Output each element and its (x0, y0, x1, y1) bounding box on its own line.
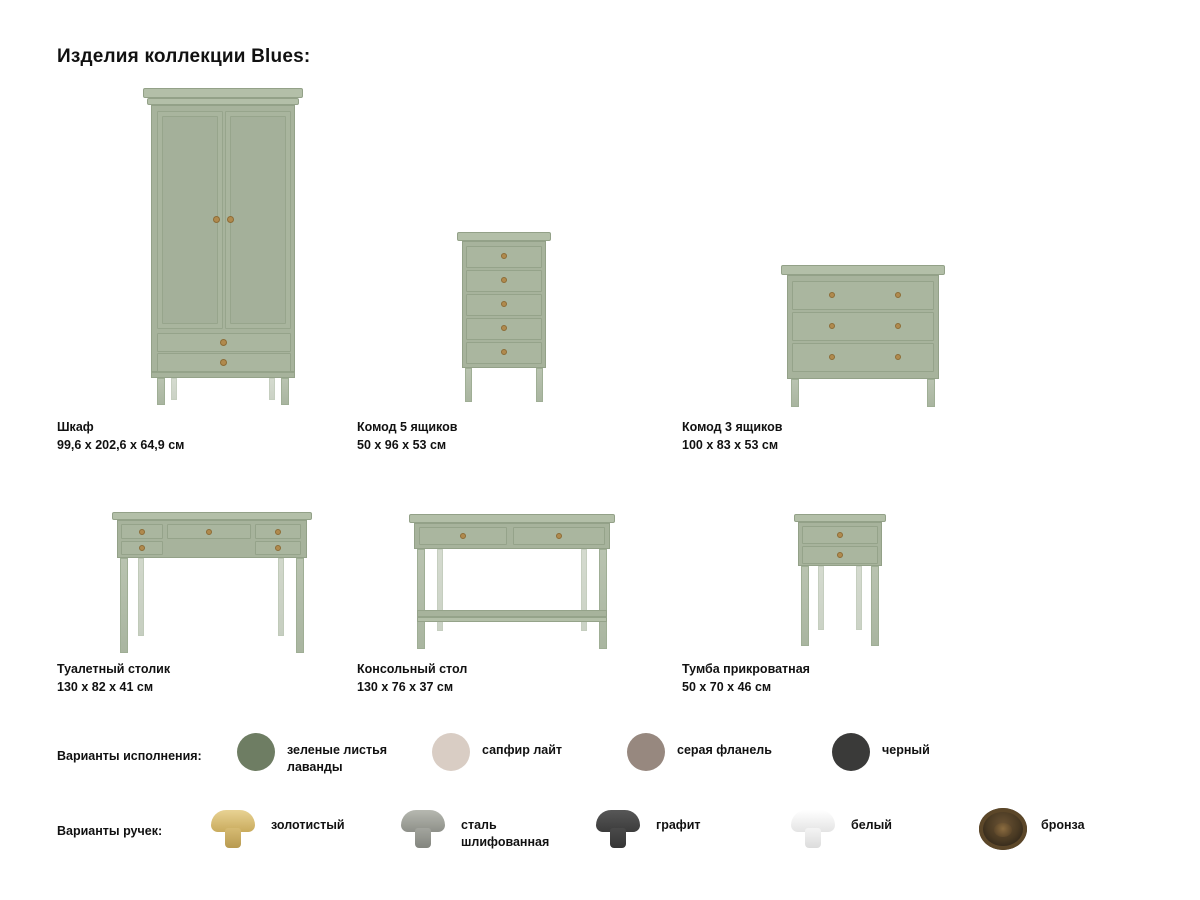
finish-option[interactable] (832, 733, 1012, 776)
finish-swatch-grey-flannel (627, 733, 665, 771)
product-name: Шкаф (57, 420, 94, 434)
handle-option[interactable] (977, 808, 1147, 852)
handle-options-label: Варианты ручек: (57, 824, 163, 838)
handle-option-label: бронза (1041, 818, 1085, 832)
handle-option-label: сталь шлифованная (461, 818, 550, 849)
handle-knob-brushed-steel-icon (397, 808, 449, 852)
finish-options-row (57, 733, 1147, 776)
finish-option-label: сапфир лайт (482, 743, 563, 757)
product-card-dressing-table (57, 482, 357, 694)
finish-option-label: черный (882, 743, 930, 757)
product-row-1 (57, 80, 1147, 452)
handle-knob-graphite-icon (592, 808, 644, 852)
handle-option-label: белый (851, 818, 892, 832)
product-card-nightstand (682, 482, 1012, 694)
product-dimensions: 130 x 82 x 41 см (57, 680, 154, 694)
product-dimensions: 50 x 70 x 46 см (682, 680, 772, 694)
product-name: Комод 5 ящиков (357, 420, 458, 434)
finish-options-list (237, 733, 1147, 776)
chest-5-illustration (357, 80, 682, 420)
nightstand-illustration (682, 482, 1012, 662)
handle-option[interactable] (787, 808, 977, 852)
handle-option-label: золотистый (271, 818, 345, 832)
finish-option[interactable] (237, 733, 432, 776)
handle-option[interactable] (397, 808, 592, 852)
product-name: Комод 3 ящиков (682, 420, 783, 434)
wardrobe-illustration (57, 80, 357, 420)
finish-swatch-black (832, 733, 870, 771)
dressing-table-illustration (57, 482, 357, 662)
finish-swatch-sapphire-light (432, 733, 470, 771)
product-name: Консольный стол (357, 662, 468, 676)
finish-option-label: зеленые листья лаванды (287, 743, 388, 774)
product-card-console-table (357, 482, 682, 694)
handle-option[interactable] (592, 808, 787, 852)
handle-option-label: графит (656, 818, 701, 832)
handle-options-list (207, 808, 1147, 852)
finish-swatch-green-lavender (237, 733, 275, 771)
finish-option[interactable] (627, 733, 832, 776)
handle-knob-white-icon (787, 808, 839, 852)
product-name: Туалетный столик (57, 662, 171, 676)
product-grid (57, 80, 1147, 694)
page-title: Изделия коллекции Blues: (57, 46, 311, 67)
handle-options-row (57, 808, 1147, 852)
product-name: Тумба прикроватная (682, 662, 810, 676)
chest-3-illustration (682, 80, 1012, 420)
product-dimensions: 99,6 x 202,6 x 64,9 см (57, 438, 185, 452)
product-dimensions: 100 x 83 x 53 см (682, 438, 779, 452)
handle-option[interactable] (207, 808, 397, 852)
product-dimensions: 50 x 96 x 53 см (357, 438, 447, 452)
console-table-illustration (357, 482, 682, 662)
handle-knob-bronze-icon (977, 808, 1029, 852)
finish-options-label: Варианты исполнения: (57, 749, 202, 763)
product-dimensions: 130 x 76 x 37 см (357, 680, 454, 694)
product-card-chest-5 (357, 80, 682, 452)
product-card-chest-3 (682, 80, 1012, 452)
finish-option-label: серая фланель (677, 743, 772, 757)
handle-knob-gold-icon (207, 808, 259, 852)
finish-option[interactable] (432, 733, 627, 776)
product-row-2 (57, 482, 1147, 694)
product-card-wardrobe (57, 80, 357, 452)
